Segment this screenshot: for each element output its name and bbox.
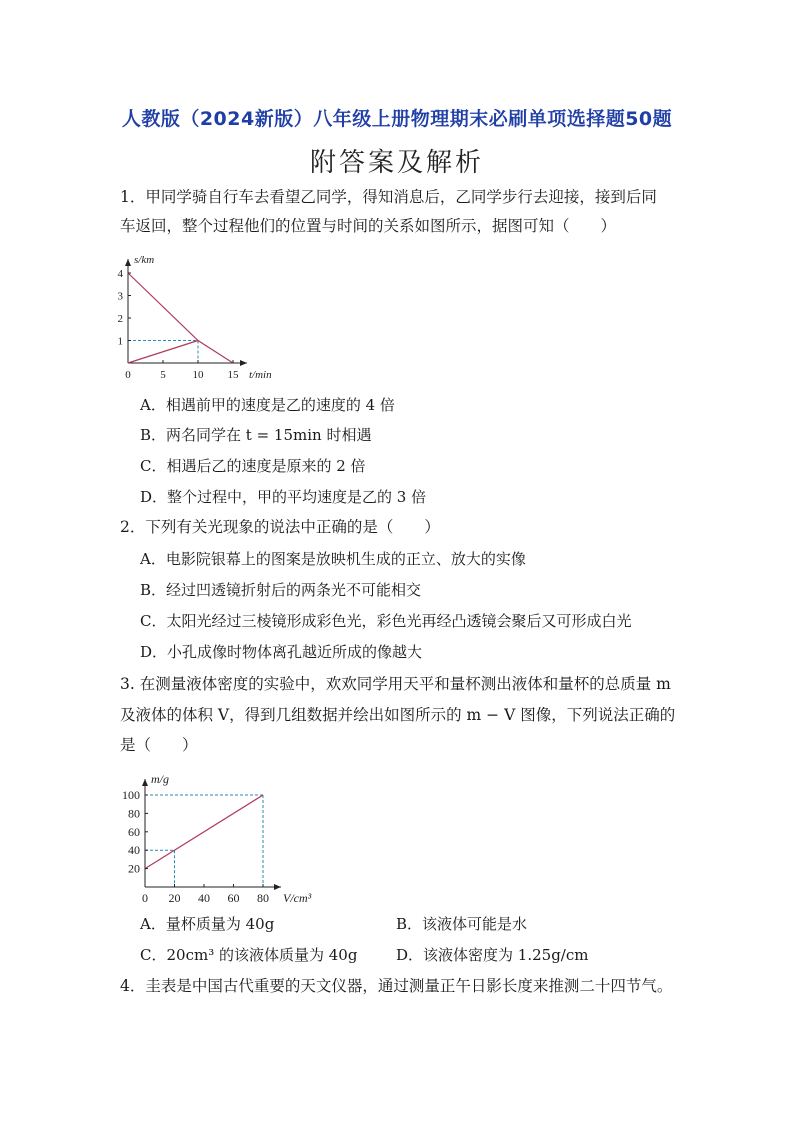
q3-option-d: D．该液体密度为 1.25g/cm <box>396 946 589 964</box>
x-tick-label: 5 <box>160 369 166 381</box>
q3-option-c: C．20cm³ 的该液体质量为 40g <box>140 946 358 964</box>
q1-option-d: D．整个过程中，甲的平均速度是乙的 3 倍 <box>140 488 427 506</box>
series-line-1 <box>128 273 233 363</box>
q1-option-a: A．相遇前甲的速度是乙的速度的 4 倍 <box>140 396 395 414</box>
q3-stem-line3: 是（ ） <box>120 736 198 754</box>
y-tick-label: 40 <box>128 843 140 858</box>
q1-chart <box>112 246 282 386</box>
q3-stem-line2: 及液体的体积 V，得到几组数据并绘出如图所示的 m − V 图像，下列说法正确的 <box>120 706 676 724</box>
y-tick-label: 3 <box>117 290 123 303</box>
document-subtitle: 附答案及解析 <box>309 148 484 178</box>
x-tick-label: 80 <box>257 891 269 905</box>
q1-option-c: C．相遇后乙的速度是原来的 2 倍 <box>140 457 366 475</box>
y-tick-label: 80 <box>128 806 140 821</box>
y-tick-label: 2 <box>117 313 123 325</box>
series-line-1 <box>145 795 263 869</box>
q3-stem-line1: 3. 在测量液体密度的实验中，欢欢同学用天平和量杯测出液体和量杯的总质量 m <box>120 675 671 693</box>
x-tick-label: 0 <box>142 891 148 905</box>
q2-option-a: A．电影院银幕上的图案是放映机生成的正立、放大的实像 <box>140 550 526 568</box>
x-axis-label: t/min <box>249 369 272 381</box>
series-line-2 <box>128 341 198 364</box>
x-tick-label: 10 <box>192 369 204 381</box>
q3-option-a: A．量杯质量为 40g <box>140 915 275 933</box>
q3-chart <box>112 762 328 910</box>
y-axis-label: m/g <box>151 772 169 786</box>
y-tick-label: 20 <box>128 861 140 876</box>
q1-stem-line1: 1．甲同学骑自行车去看望乙同学，得知消息后，乙同学步行去迎接，接到后同 <box>120 188 657 206</box>
q1-stem-line2: 车返回，整个过程他们的位置与时间的关系如图所示，据图可知（ ） <box>120 217 617 235</box>
y-tick-label: 4 <box>117 268 123 280</box>
q1-option-b: B．两名同学在 t = 15min 时相遇 <box>140 426 372 444</box>
document-title: 人教版（2024新版）八年级上册物理期末必刷单项选择题50题 <box>121 108 673 130</box>
q4-stem: 4．圭表是中国古代重要的天文仪器，通过测量正午日影长度来推测二十四节气。 <box>120 977 673 995</box>
y-tick-label: 60 <box>128 824 140 839</box>
x-tick-label: 20 <box>168 891 181 905</box>
x-tick-label: 60 <box>227 891 240 905</box>
x-tick-label: 40 <box>198 891 210 905</box>
q2-stem: 2．下列有关光现象的说法中正确的是（ ） <box>120 518 440 536</box>
y-axis-label: s/km <box>134 254 155 266</box>
y-tick-label: 100 <box>122 788 140 802</box>
x-axis-label: V/cm³ <box>283 891 312 905</box>
y-tick-label: 1 <box>117 335 123 348</box>
q2-option-c: C．太阳光经过三棱镜形成彩色光，彩色光再经凸透镜会聚后又可形成白光 <box>140 612 632 630</box>
x-tick-label: 15 <box>227 369 239 381</box>
x-tick-label: 0 <box>125 369 131 381</box>
q2-option-d: D．小孔成像时物体离孔越近所成的像越大 <box>140 643 423 661</box>
q2-option-b: B．经过凹透镜折射后的两条光不可能相交 <box>140 581 422 599</box>
q3-option-b: B．该液体可能是水 <box>396 915 528 933</box>
